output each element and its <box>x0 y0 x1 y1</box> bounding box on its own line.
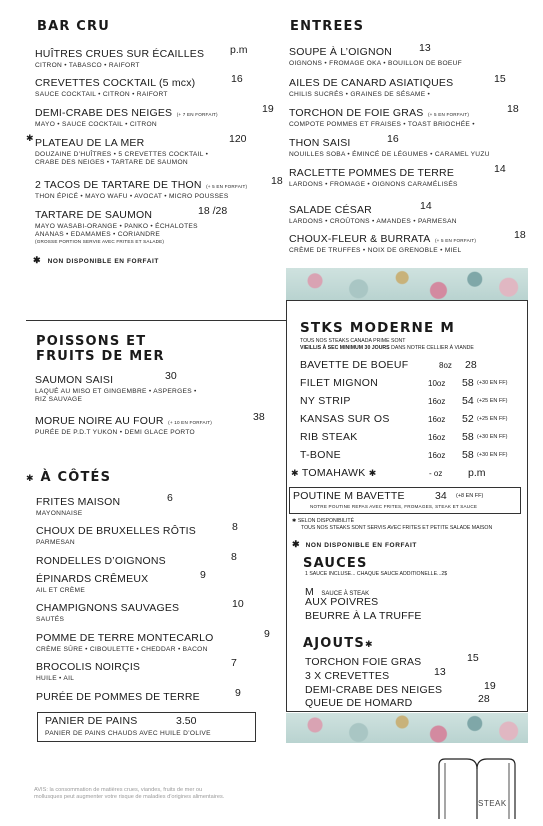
star-icon: ✱ <box>364 640 374 650</box>
steak-row <box>300 413 536 427</box>
steak-oz: 16oz <box>428 397 446 406</box>
steaks-subtitle <box>300 338 474 351</box>
sauce-m-letter: M <box>305 586 314 598</box>
item-desc: ANANAS • EDAMAMES • CORIANDRE <box>35 231 161 238</box>
poutine-tag: (+8 EN FF) <box>456 493 484 499</box>
item-desc: DOUZAINE D’HUÎTRES • 5 CREVETTES COCKTAIL • <box>35 151 209 158</box>
note-text: NON DISPONIBLE EN FORFAIT <box>47 258 159 265</box>
item-name: TORCHON FOIE GRAS <box>305 656 422 668</box>
bread-desc: PANIER DE PAINS CHAUDS AVEC HUILE D’OLIVE <box>45 730 211 737</box>
item-tag: (+ 5 EN FORFAIT) <box>427 112 470 117</box>
poissons-title <box>36 334 165 364</box>
selon-line: TOUS NOS STEAKS SONT SERVIS AVEC FRITES ET PETITE SALADE MAISON <box>301 524 493 531</box>
item-price: 9 <box>200 569 206 581</box>
poutine-box <box>289 487 521 514</box>
item-price: 18 <box>514 229 526 241</box>
item-price: 18 <box>271 175 283 187</box>
section-divider <box>26 320 286 321</box>
poisson-item <box>35 370 275 404</box>
ajout-item <box>305 693 505 711</box>
note-text: NON DISPONIBLE EN FORFAIT <box>305 542 417 549</box>
item-name: RACLETTE POMMES DE TERRE <box>289 167 455 179</box>
steak-row <box>300 431 536 445</box>
item-price: 15 <box>494 73 506 85</box>
item-name: SALADE CÉSAR <box>289 204 372 216</box>
star-icon: ✱ <box>292 539 301 549</box>
logo-text: STEAK <box>478 799 507 808</box>
steak-extra: (+30 EN FF) <box>477 434 508 440</box>
item-price: 38 <box>253 411 265 423</box>
star-icon: ✱ <box>26 474 35 484</box>
item-name: SOUPE À L’OIGNON <box>289 46 392 58</box>
ajouts-title <box>303 636 374 653</box>
item-desc: RIZ SAUVAGE <box>35 396 83 403</box>
avis-notice <box>34 787 224 801</box>
item-price: 30 <box>165 370 177 382</box>
item-name: DEMI-CRABE DES NEIGES <box>305 684 443 696</box>
item-desc: CHILIS SUCRÉS • GRAINES DE SÉSAME • <box>289 91 431 98</box>
steaks-title: STKS MODERNE M <box>300 320 456 336</box>
item-price: 120 <box>229 133 247 145</box>
bar-cru-item <box>35 205 275 245</box>
item-price: 13 <box>419 42 431 54</box>
item-name: FRITES MAISON <box>36 496 121 508</box>
item-name: TARTARE DE SAUMON <box>35 209 153 221</box>
item-price: 14 <box>494 163 506 175</box>
floral-banner <box>286 268 528 300</box>
bar-cru-title: BAR CRU <box>37 19 111 34</box>
steak-oz: 16oz <box>428 433 446 442</box>
poutine-desc: NOTRE POUTINE REPAS AVEC FRITES, FROMAGES, STEAK ET SAUCE <box>310 504 478 509</box>
bar-cru-item <box>35 103 280 129</box>
entree-item <box>289 103 534 129</box>
subtitle-bold: VIEILLIS À SEC MINIMUM 30 JOURS <box>300 344 390 351</box>
bread-price: 3.50 <box>176 715 197 727</box>
steak-price: 58 <box>462 431 474 443</box>
cotes-title <box>26 470 111 487</box>
item-price: 6 <box>167 492 173 504</box>
poisson-item <box>35 411 280 437</box>
entree-item <box>289 42 529 68</box>
sauce-item: BEURRE À LA TRUFFE <box>305 610 422 622</box>
star-icon: ✱ <box>291 468 299 478</box>
item-price: 9 <box>235 687 241 699</box>
item-price: 8 <box>231 551 237 563</box>
logo-icon <box>437 755 517 821</box>
item-price: 16 <box>387 133 399 145</box>
item-name: DEMI-CRABE DES NEIGES <box>35 107 173 119</box>
steak-price: p.m <box>468 467 486 479</box>
entree-item <box>289 133 534 159</box>
title-text: À CÔTÉS <box>40 470 112 485</box>
item-name: HUÎTRES CRUES SUR ÉCAILLES <box>35 48 205 60</box>
item-desc: OIGNONS • FROMAGE OKA • BOUILLON DE BOEUF <box>289 60 462 67</box>
item-desc: MAYO • SAUCE COCKTAIL • CITRON <box>35 121 157 128</box>
bread-box <box>37 712 256 742</box>
item-name: TORCHON DE FOIE GRAS <box>289 107 424 119</box>
steak-oz: 10oz <box>428 379 446 388</box>
item-desc: LAQUÉ AU MISO ET GINGEMBRE • ASPERGES • <box>35 388 197 395</box>
steak-logo <box>437 755 517 821</box>
bar-cru-item <box>35 44 275 70</box>
bar-cru-item <box>35 175 285 201</box>
item-desc: COMPOTE POMMES ET FRAISES • TOAST BRIOCHÉE • <box>289 121 475 128</box>
star-icon: ✱ <box>33 255 42 265</box>
selon-text: SELON DISPONIBILITÉ <box>297 518 355 524</box>
steak-oz: 16oz <box>428 415 446 424</box>
steak-name <box>291 467 377 479</box>
cote-item <box>36 551 276 569</box>
steak-extra: (+30 EN FF) <box>477 380 508 386</box>
cote-item <box>36 492 276 518</box>
item-name: CHOUX-FLEUR & BURRATA <box>289 233 431 245</box>
steak-row <box>291 467 536 481</box>
subtitle-rest: DANS NOTRE CELLIER À VIANDE <box>391 344 474 351</box>
steak-notes <box>292 518 492 531</box>
bread-name: PANIER DE PAINS <box>45 715 138 727</box>
steak-price: 58 <box>462 377 474 389</box>
item-price: 19 <box>262 103 274 115</box>
item-price: 19 <box>484 680 496 692</box>
item-price: 16 <box>231 73 243 85</box>
item-tag: (+ 5 EN FORFAIT) <box>206 184 248 189</box>
item-name: QUEUE DE HOMARD <box>305 697 413 709</box>
bar-cru-item <box>35 133 275 167</box>
subtitle-line: TOUS NOS STEAKS CANADA PRIME SONT <box>300 338 406 344</box>
steak-extra: (+25 EN FF) <box>477 398 508 404</box>
cote-item <box>36 628 276 654</box>
item-desc: PURÉE DE P.D.T YUKON • DEMI GLACE PORTO <box>35 429 195 436</box>
cote-item <box>36 598 276 624</box>
steak-note <box>292 539 417 550</box>
item-price: 13 <box>434 666 446 678</box>
item-desc: LARDONS • CROÛTONS • AMANDES • PARMESAN <box>289 218 457 225</box>
item-name: AILES DE CANARD ASIATIQUES <box>289 77 454 89</box>
sauces-title: SAUCES <box>303 556 368 571</box>
title-line: FRUITS DE MER <box>36 349 165 364</box>
avis-line: AVIS: la consommation de matières crues, viandes, fruits de mer ou <box>34 787 203 793</box>
steak-row <box>300 377 536 391</box>
star-icon: ✱ <box>292 518 297 524</box>
steak-price: 54 <box>462 395 474 407</box>
title-line: POISSONS ET <box>36 334 147 349</box>
item-desc: (GROSSE PORTION SERVIE AVEC FRITES ET SALADE) <box>35 239 165 244</box>
item-desc: CRABE DES NEIGES • TARTARE DE SAUMON <box>35 159 188 166</box>
item-desc: AIL ET CRÈME <box>36 587 86 594</box>
sauces-sub: 1 SAUCE INCLUSE... CHAQUE SAUCE ADDITIONELLE...2$ <box>305 571 448 577</box>
item-name: SAUMON SAISI <box>35 374 114 386</box>
steak-row <box>300 359 536 373</box>
item-desc: PARMESAN <box>36 539 75 546</box>
floral-banner <box>286 713 528 743</box>
steak-price: 28 <box>465 359 477 371</box>
item-desc: HUILE • AIL <box>36 675 75 682</box>
steak-oz: - oz <box>429 469 443 478</box>
item-name: BROCOLIS NOIRÇIS <box>36 661 141 673</box>
star-icon: ✱ <box>26 133 34 143</box>
steak-name: T-BONE <box>300 449 341 461</box>
cote-item <box>36 521 276 547</box>
steak-price: 58 <box>462 449 474 461</box>
cote-item <box>36 687 276 705</box>
steak-name-text: TOMAHAWK <box>301 467 366 479</box>
poutine-price: 34 <box>435 490 447 502</box>
sauce-m-text: SAUCE À STEAK <box>321 591 370 597</box>
sauce-item: AUX POIVRES <box>305 596 379 608</box>
item-desc: MAYONNAISE <box>36 510 83 517</box>
star-icon: ✱ <box>368 468 377 478</box>
cote-item <box>36 569 276 595</box>
item-price: 18 /28 <box>198 205 228 217</box>
item-desc: SAUTÉS <box>36 616 65 623</box>
steak-name: NY STRIP <box>300 395 351 407</box>
item-price: 7 <box>231 657 237 669</box>
item-price: 28 <box>478 693 490 705</box>
item-name: CHAMPIGNONS SAUVAGES <box>36 602 180 614</box>
steak-extra: (+25 EN FF) <box>477 416 508 422</box>
item-name: CREVETTES COCKTAIL (5 mcx) <box>35 77 196 89</box>
bar-cru-item <box>35 73 275 99</box>
item-name: POMME DE TERRE MONTECARLO <box>36 632 214 644</box>
bar-cru-note <box>33 255 159 266</box>
item-tag: (+ 7 EN FORFAIT) <box>176 112 218 117</box>
steak-oz: 16oz <box>428 451 446 460</box>
item-name: 3 X CREVETTES <box>305 670 390 682</box>
steak-extra: (+30 EN FF) <box>477 452 508 458</box>
item-desc: THON ÉPICÉ • MAYO WAFU • AVOCAT • MICRO POUSSES <box>35 193 229 200</box>
item-name: CHOUX DE BRUXELLES RÔTIS <box>36 525 197 537</box>
steak-name: RIB STEAK <box>300 431 358 443</box>
item-price: 8 <box>232 521 238 533</box>
item-tag: (+ 10 EN FORFAIT) <box>168 420 212 425</box>
item-desc: CITRON • TABASCO • RAIFORT <box>35 62 140 69</box>
cote-item <box>36 657 276 683</box>
item-desc: SAUCE COCKTAIL • CITRON • RAIFORT <box>35 91 168 98</box>
item-desc: MAYO WASABI-ORANGE • PANKO • ÉCHALOTES <box>35 223 198 230</box>
steak-row <box>300 449 536 463</box>
steak-oz: 8oz <box>439 361 452 370</box>
entree-item <box>289 200 529 226</box>
ajouts-title-text: AJOUTS <box>303 636 365 651</box>
item-name: ÉPINARDS CRÊMEUX <box>36 573 149 585</box>
subtitle-line <box>300 345 474 352</box>
item-desc: CRÈME DE TRUFFES • NOIX DE GRENOBLE • MIEL <box>289 247 462 254</box>
item-name: THON SAISI <box>289 137 351 149</box>
item-name: RONDELLES D’OIGNONS <box>36 555 166 567</box>
item-tag: (+ 5 EN FORFAIT) <box>434 238 477 243</box>
item-price: 10 <box>232 598 244 610</box>
poutine-name: POUTINE M BAVETTE <box>293 490 405 502</box>
steak-row <box>300 395 536 409</box>
item-price: 18 <box>507 103 519 115</box>
entrees-title: ENTREES <box>290 19 365 34</box>
item-name: PLATEAU DE LA MER <box>35 137 145 149</box>
item-name: MORUE NOIRE AU FOUR <box>35 415 164 427</box>
item-price: 14 <box>420 200 432 212</box>
entree-item <box>289 163 529 189</box>
entree-item <box>289 229 534 255</box>
item-name: PURÉE DE POMMES DE TERRE <box>36 691 200 703</box>
item-desc: LARDONS • FROMAGE • OIGNONS CARAMÉLISÉS <box>289 181 458 188</box>
steak-name: BAVETTE DE BOEUF <box>300 359 409 371</box>
steak-name: KANSAS SUR OS <box>300 413 390 425</box>
avis-line: mollusques peut augmenter votre risque de maladies d’origines alimentaires. <box>34 794 225 800</box>
item-desc: NOUILLES SOBA • ÉMINCÉ DE LÉGUMES • CARAMEL YUZU <box>289 151 490 158</box>
entree-item <box>289 73 529 99</box>
item-price: p.m <box>230 44 248 56</box>
steak-price: 52 <box>462 413 474 425</box>
item-desc: CRÈME SÛRE • CIBOULETTE • CHEDDAR • BACON <box>36 646 208 653</box>
item-price: 15 <box>467 652 479 664</box>
steak-name: FILET MIGNON <box>300 377 379 389</box>
item-name: 2 TACOS DE TARTARE DE THON <box>35 179 202 191</box>
item-price: 9 <box>264 628 270 640</box>
